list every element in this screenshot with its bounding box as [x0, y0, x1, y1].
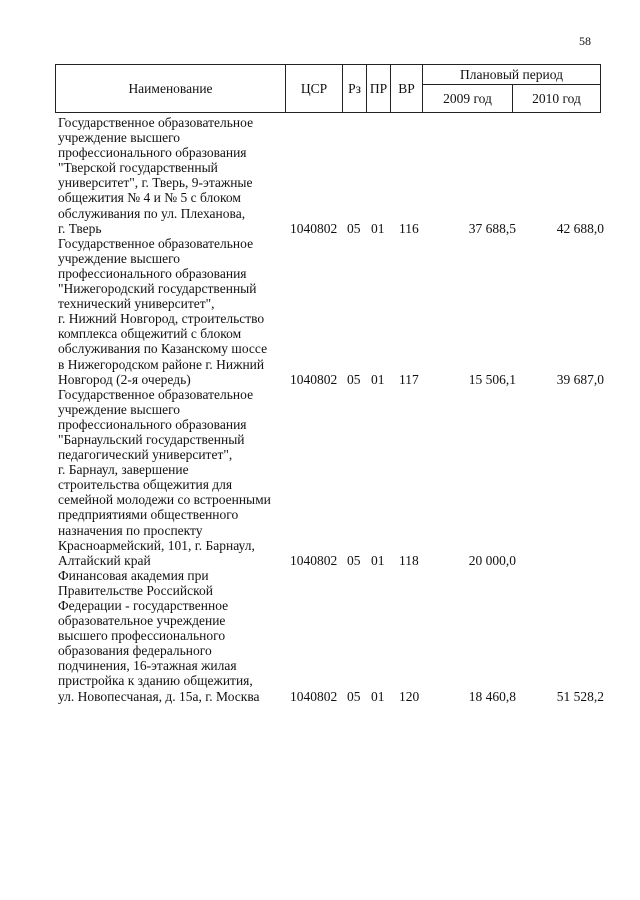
header-csr: ЦСР: [286, 65, 343, 113]
row-pr: 01: [371, 688, 385, 704]
header-year-2010: 2010 год: [513, 85, 601, 113]
page-number: 58: [579, 34, 591, 48]
header-planned-period: Плановый период: [423, 65, 601, 85]
row-csr: 1040802: [290, 552, 338, 568]
row-pr: 01: [371, 220, 385, 236]
row-amount-2010: 39 687,0: [556, 371, 604, 387]
header-pr: ПР: [367, 65, 391, 113]
row-amount-2009: 15 506,1: [468, 371, 516, 387]
table-row: [58, 115, 608, 236]
header-rz: Рз: [343, 65, 367, 113]
row-name: Государственное образовательное учреждение высшего профессионального образования "Нижегородский государственный технический университет", г. Нижний Новгород, строительство комплекса общежитий с блоком обслуживания по Казанскому шоссе в Нижегородском районе г. Нижний Новгород (2-я очередь): [58, 235, 268, 387]
header-year-2009: 2009 год: [423, 85, 513, 113]
header-name: Наименование: [56, 65, 286, 113]
row-vr: 116: [399, 220, 419, 236]
row-vr: 117: [399, 371, 419, 387]
row-name: Государственное образовательное учреждение высшего профессионального образования "Барнаульский государственный педагогический университет", г. Барнаул, завершение строительства общежития для семейной молодежи со встроенными предприятиями общественного назначения по проспекту Красноармейский, 101, г. Барнаул, Алтайский край: [58, 386, 271, 568]
row-amount-2010: 42 688,0: [556, 220, 604, 236]
row-csr: 1040802: [290, 220, 338, 236]
row-pr: 01: [371, 552, 385, 568]
row-amount-2009: 20 000,0: [468, 552, 516, 568]
row-vr: 118: [399, 552, 419, 568]
table-body: [58, 115, 608, 704]
row-csr: 1040802: [290, 688, 338, 704]
row-rz: 05: [347, 220, 361, 236]
row-csr: 1040802: [290, 371, 338, 387]
table-row: [58, 236, 608, 387]
row-rz: 05: [347, 688, 361, 704]
row-rz: 05: [347, 371, 361, 387]
row-vr: 120: [399, 688, 420, 704]
table-row: [58, 387, 608, 568]
table-row: [58, 568, 608, 704]
row-name: Финансовая академия при Правительстве Российской Федерации - государственное образовательное учреждение высшего профессионального образования федерального подчинения, 16-этажная жилая пристройка к зданию общежития, ул. Новопесчаная, д. 15а, г. Москва: [58, 567, 260, 704]
row-amount-2009: 18 460,8: [468, 688, 516, 704]
table-header: [55, 64, 601, 113]
header-vr: ВР: [391, 65, 423, 113]
row-amount-2009: 37 688,5: [468, 220, 516, 236]
row-rz: 05: [347, 552, 361, 568]
row-amount-2010: 51 528,2: [556, 688, 604, 704]
row-pr: 01: [371, 371, 385, 387]
row-name: Государственное образовательное учреждение высшего профессионального образования "Тверской государственный университет", г. Тверь, 9-этажные общежития № 4 и № 5 с блоком обслуживания по ул. Плеханова, г. Тверь: [58, 115, 254, 236]
